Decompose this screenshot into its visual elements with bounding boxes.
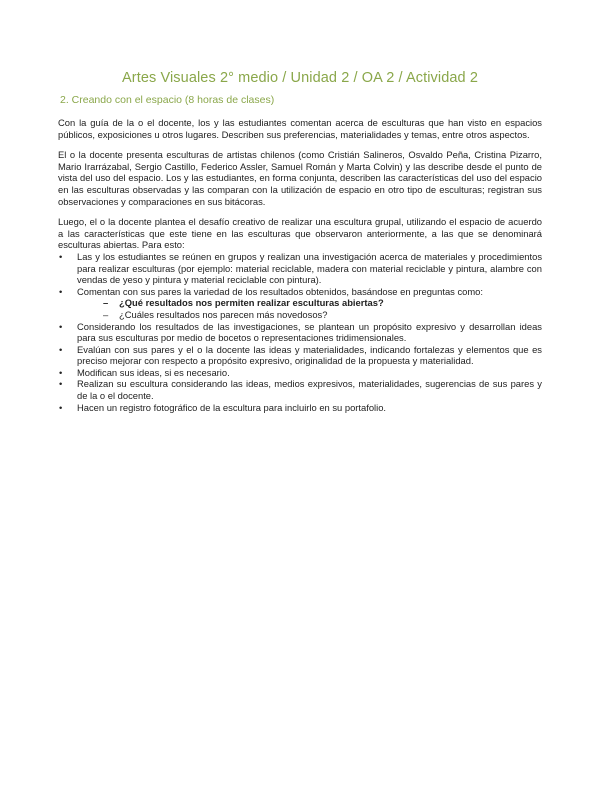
paragraph-challenge: Luego, el o la docente plantea el desafío creativo de realizar una escultura grupal, utilizando el espacio de acuerdo a las características que este tiene en las esculturas que observaron anteriormente, a las que se denominará esculturas abiertas. Para esto: [58,216,542,251]
list-item-text: Comentan con sus pares la variedad de los resultados obtenidos, basándose en preguntas como: [77,285,483,297]
list-item [58,402,542,414]
list-item [58,286,542,321]
list-item [58,378,542,401]
guiding-questions-list [77,297,542,320]
activity-steps-list [58,251,542,413]
list-item [58,321,542,344]
list-item [58,344,542,367]
list-item-text: Hacen un registro fotográfico de la escultura para incluirlo en su portafolio. [77,401,387,413]
list-item [58,251,542,286]
paragraph-artists: El o la docente presenta esculturas de artistas chilenos (como Cristián Salineros, Osvaldo Peña, Cristina Pizarro, Mario Irarrázabal, Sergio Castillo, Federico Assler, Samuel Román y Marta Colvin) y las describe desde el punto de vista del uso del espacio. Los y las estudiantes, en forma conjunta, describen las características del uso del espacio en las esculturas observadas y las comparan con la utilización de espacio en otro tipo de esculturas; registran sus observaciones y comparaciones en sus bitácoras. [58,149,542,207]
page-title: Artes Visuales 2° medio / Unidad 2 / OA 2 / Actividad 2 [122,70,478,86]
list-item-text: Modifican sus ideas, si es necesario. [77,366,230,378]
document-body [58,117,542,413]
question-item: – ¿Qué resultados nos permiten realizar esculturas abiertas? [77,297,542,309]
paragraph-intro: Con la guía de la o el docente, los y las estudiantes comentan acerca de esculturas que han visto en espacios públicos, exposiciones u otros lugares. Describen sus preferencias, materialidades y temas, entre otros aspectos. [58,117,542,140]
list-item-text: Evalúan con sus pares y el o la docente las ideas y materialidades, indicando fortalezas y elementos que es preciso mejorar con respecto a propósito expresivo, originalidad de la propuesta y materialidad. [77,343,542,367]
list-item [58,367,542,379]
list-item-text: Realizan su escultura considerando las ideas, medios expresivos, materialidades, sugerencias de sus pares y de la o el docente. [77,378,542,402]
list-item-text: Considerando los resultados de las investigaciones, se plantean un propósito expresivo y desarrollan ideas para sus esculturas por medio de bocetos o representaciones tridimensionales. [77,320,542,344]
question-item: – ¿Cuáles resultados nos parecen más novedosos? [77,309,542,321]
list-item-text: Las y los estudiantes se reúnen en grupos y realizan una investigación acerca de materiales y procedimientos para realizar esculturas (por ejemplo: material reciclable, madera con material reciclable y pintura, alambre con vendas de yeso y pintura y material reciclable con pintura). [77,250,542,286]
activity-subtitle: 2. Creando con el espacio (8 horas de clases) [60,94,275,106]
